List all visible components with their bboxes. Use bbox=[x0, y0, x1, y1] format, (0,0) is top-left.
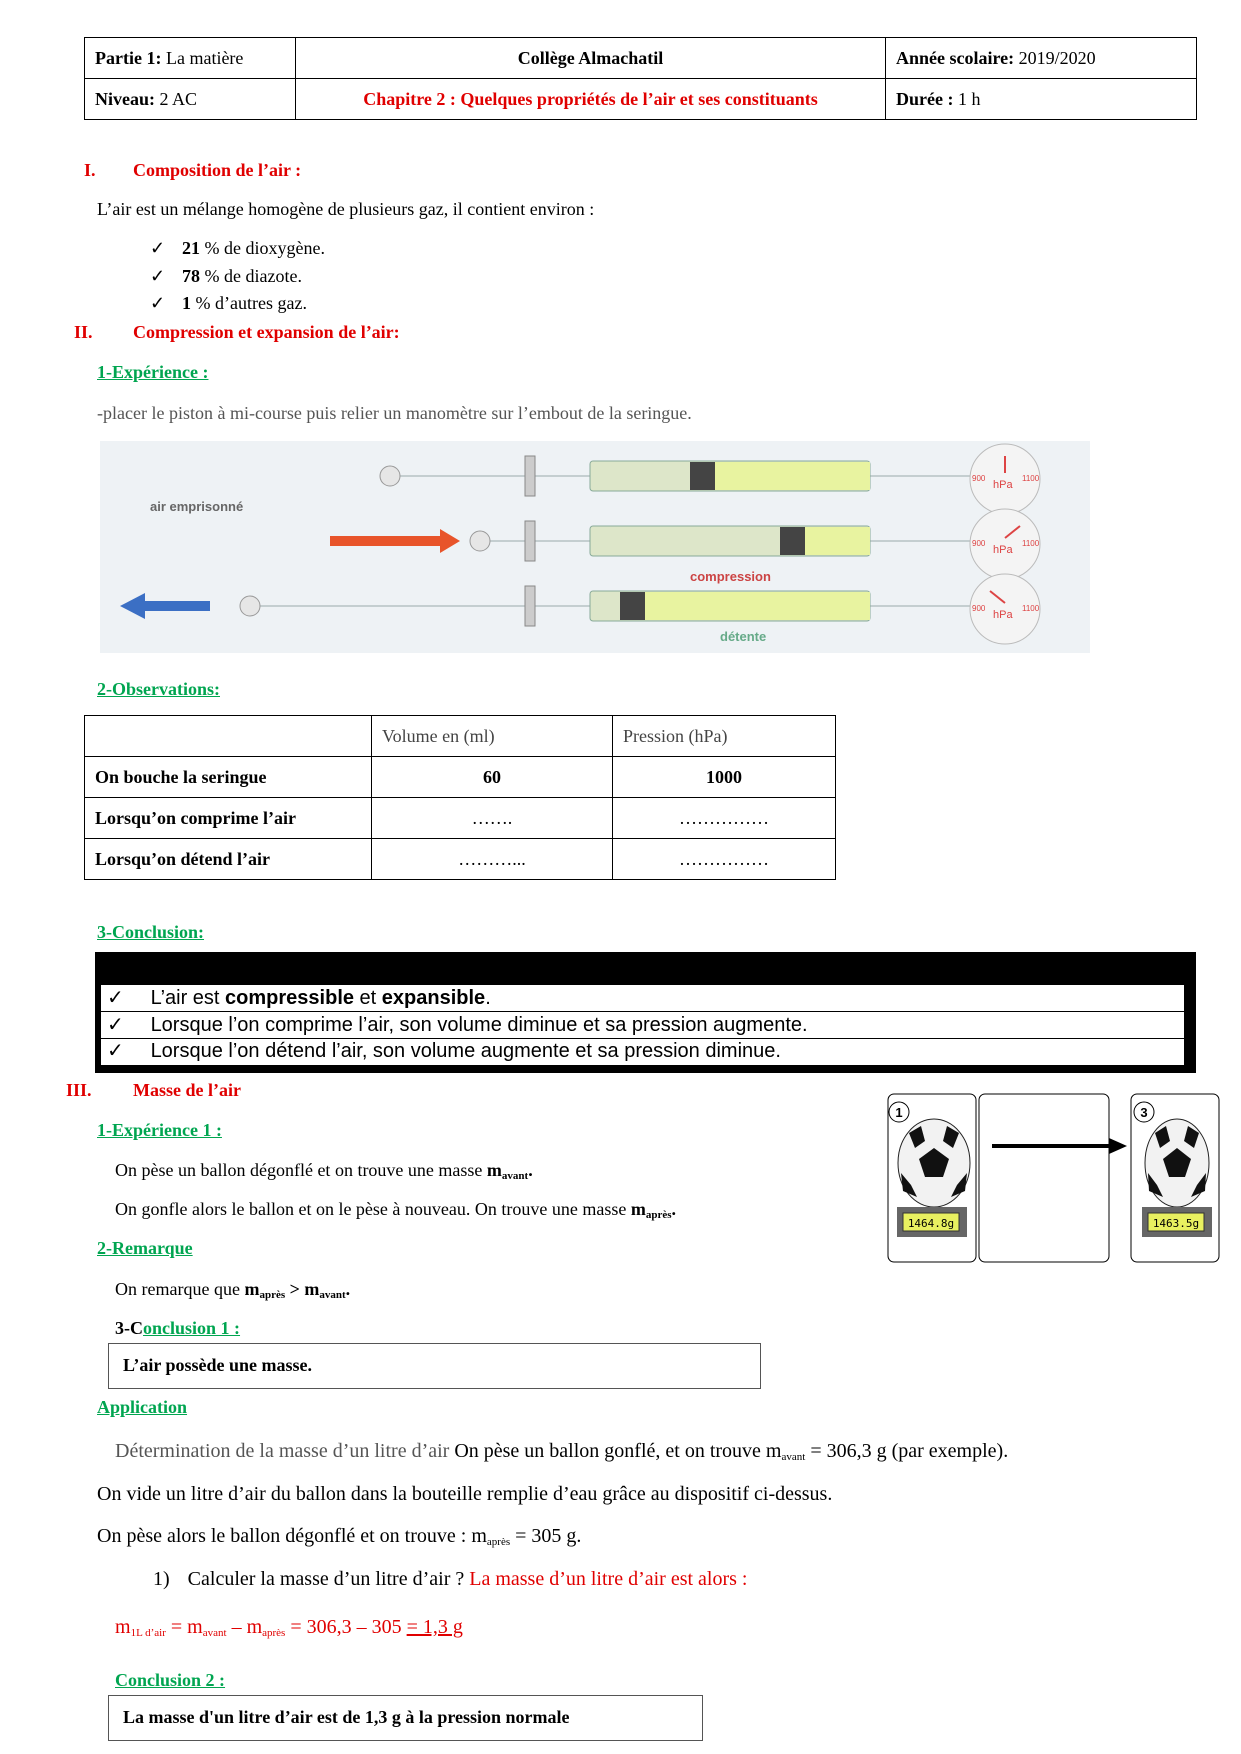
gauge-unit: hPa bbox=[993, 609, 1013, 621]
application-line3: On pèse alors le ballon dégonflé et on trouve : $m_{après} = 305$ g. bbox=[97, 1525, 582, 1548]
checkmark-icon: ✓ bbox=[107, 1014, 124, 1036]
conclusion-box bbox=[101, 985, 1184, 1065]
gauge-unit: hPa bbox=[993, 544, 1013, 556]
conclusion2-box: La masse d'un litre d’air est de 1,3 g à la pression normale bbox=[108, 1695, 703, 1741]
table-row: On bouche la seringue 60 1000 bbox=[85, 757, 836, 798]
experience1-line1: On pèse un ballon dégonflé et on trouve une masse $m_{avant}$. bbox=[115, 1160, 533, 1182]
application-title: Application bbox=[97, 1397, 188, 1417]
gauge-max: 1100 bbox=[1022, 604, 1040, 613]
table-row: Volume en (ml) Pression (hPa) bbox=[85, 716, 836, 757]
gauge-unit: hPa bbox=[993, 479, 1013, 491]
conclusion-line: ✓ L’air est compressible et expansible. bbox=[101, 985, 1184, 1012]
header-table bbox=[84, 37, 1197, 120]
duration-cell: Durée : 1 h bbox=[886, 79, 1197, 120]
part-cell: Partie 1: La matière bbox=[85, 38, 296, 79]
table-row: Lorsqu’on comprime l’air ……. …………… bbox=[85, 798, 836, 839]
section3-numeral: III. bbox=[66, 1080, 92, 1100]
section2-title: Compression et expansion de l’air: bbox=[133, 322, 400, 342]
gauge-min: 900 bbox=[972, 604, 986, 613]
level-cell: Niveau: 2 AC bbox=[85, 79, 296, 120]
chapter-cell: Chapitre 2 : Quelques propriétés de l’air et ses constituants bbox=[296, 79, 886, 120]
soccer-ball-icon bbox=[1145, 1119, 1209, 1207]
detente-label: détente bbox=[720, 629, 767, 644]
remark-title: 2-Remarque bbox=[97, 1238, 193, 1258]
svg-text:1464.8g: 1464.8g bbox=[907, 1217, 955, 1230]
school-cell: Collège Almachatil bbox=[296, 38, 886, 79]
conclusion1-box: L’air possède une masse. bbox=[108, 1343, 761, 1389]
table-row: Lorsqu’on détend l’air ………... …………… bbox=[85, 839, 836, 880]
conclusion2-title: Conclusion 2 : bbox=[115, 1670, 226, 1690]
application-line2: On vide un litre d’air du ballon dans la bouteille remplie d’eau grâce au dispositif ci-dessus. bbox=[97, 1483, 833, 1505]
checkmark-icon: ✓ bbox=[150, 238, 166, 258]
question-1: 1) Calculer la masse d’un litre d’air ? La masse d’un litre d’air est alors : bbox=[153, 1568, 748, 1590]
experience1-title: 1-Expérience 1 : bbox=[97, 1120, 222, 1140]
list-item: ✓ 21 % de dioxygène. bbox=[150, 238, 325, 258]
experience-text: -placer le piston à mi-course puis relier un manomètre sur l’embout de la seringue. bbox=[97, 403, 692, 423]
section2-numeral: II. bbox=[74, 322, 93, 342]
checkmark-icon: ✓ bbox=[107, 987, 124, 1009]
section1-title: Composition de l’air : bbox=[133, 160, 302, 180]
application-line1: Détermination de la masse d’un litre d’air On pèse un ballon gonflé, et on trouve $m_{avant} = 306,3$ g (par exemple). bbox=[115, 1440, 1009, 1463]
conclusion-line: ✓ Lorsque l’on comprime l’air, son volume diminue et sa pression augmente. bbox=[101, 1012, 1184, 1039]
syringe-figure bbox=[100, 441, 1090, 653]
year-cell: Année scolaire: 2019/2020 bbox=[886, 38, 1197, 79]
middle-card bbox=[979, 1094, 1109, 1262]
section1-numeral: I. bbox=[84, 160, 96, 180]
observations-table bbox=[84, 715, 836, 880]
gauge-max: 1100 bbox=[1022, 474, 1040, 483]
experience1-line2: On gonfle alors le ballon et on le pèse à nouveau. On trouve une masse $m_{après}$. bbox=[115, 1199, 677, 1221]
experience-title: 1-Expérience : bbox=[97, 362, 209, 382]
checkmark-icon: ✓ bbox=[150, 266, 166, 286]
gauge-min: 900 bbox=[972, 474, 986, 483]
svg-text:3: 3 bbox=[1140, 1105, 1148, 1120]
conclusion-title: 3-Conclusion: bbox=[97, 922, 205, 942]
svg-text:1: 1 bbox=[895, 1105, 903, 1120]
list-item: ✓ 78 % de diazote. bbox=[150, 266, 302, 286]
section1-intro: L’air est un mélange homogène de plusieurs gaz, il contient environ : bbox=[97, 199, 595, 219]
gauge-max: 1100 bbox=[1022, 539, 1040, 548]
ball-weighing-figure bbox=[887, 1093, 1220, 1265]
compression-label: compression bbox=[690, 569, 771, 584]
checkmark-icon: ✓ bbox=[107, 1040, 124, 1062]
soccer-ball-icon bbox=[898, 1119, 970, 1207]
air-label: air emprisonné bbox=[150, 499, 244, 514]
remark-text: On remarque que $m_{après} > m_{avant}$. bbox=[115, 1279, 351, 1301]
section3-title: Masse de l’air bbox=[133, 1080, 241, 1100]
conclusion-line: ✓ Lorsque l’on détend l’air, son volume augmente et sa pression diminue. bbox=[107, 1040, 781, 1062]
checkmark-icon: ✓ bbox=[150, 293, 166, 313]
conclusion1-title: 3-Conclusion 1 : bbox=[115, 1318, 241, 1338]
gauge-min: 900 bbox=[972, 539, 986, 548]
calculation-line: $m_{1L d’air} = m_{avant} - m_{après} = 306,3 - 305 = 1,3$ g bbox=[115, 1616, 463, 1639]
svg-text:1463.5g: 1463.5g bbox=[1152, 1217, 1200, 1230]
list-item: ✓ 1 % d’autres gaz. bbox=[150, 293, 307, 313]
observations-title: 2-Observations: bbox=[97, 679, 220, 699]
